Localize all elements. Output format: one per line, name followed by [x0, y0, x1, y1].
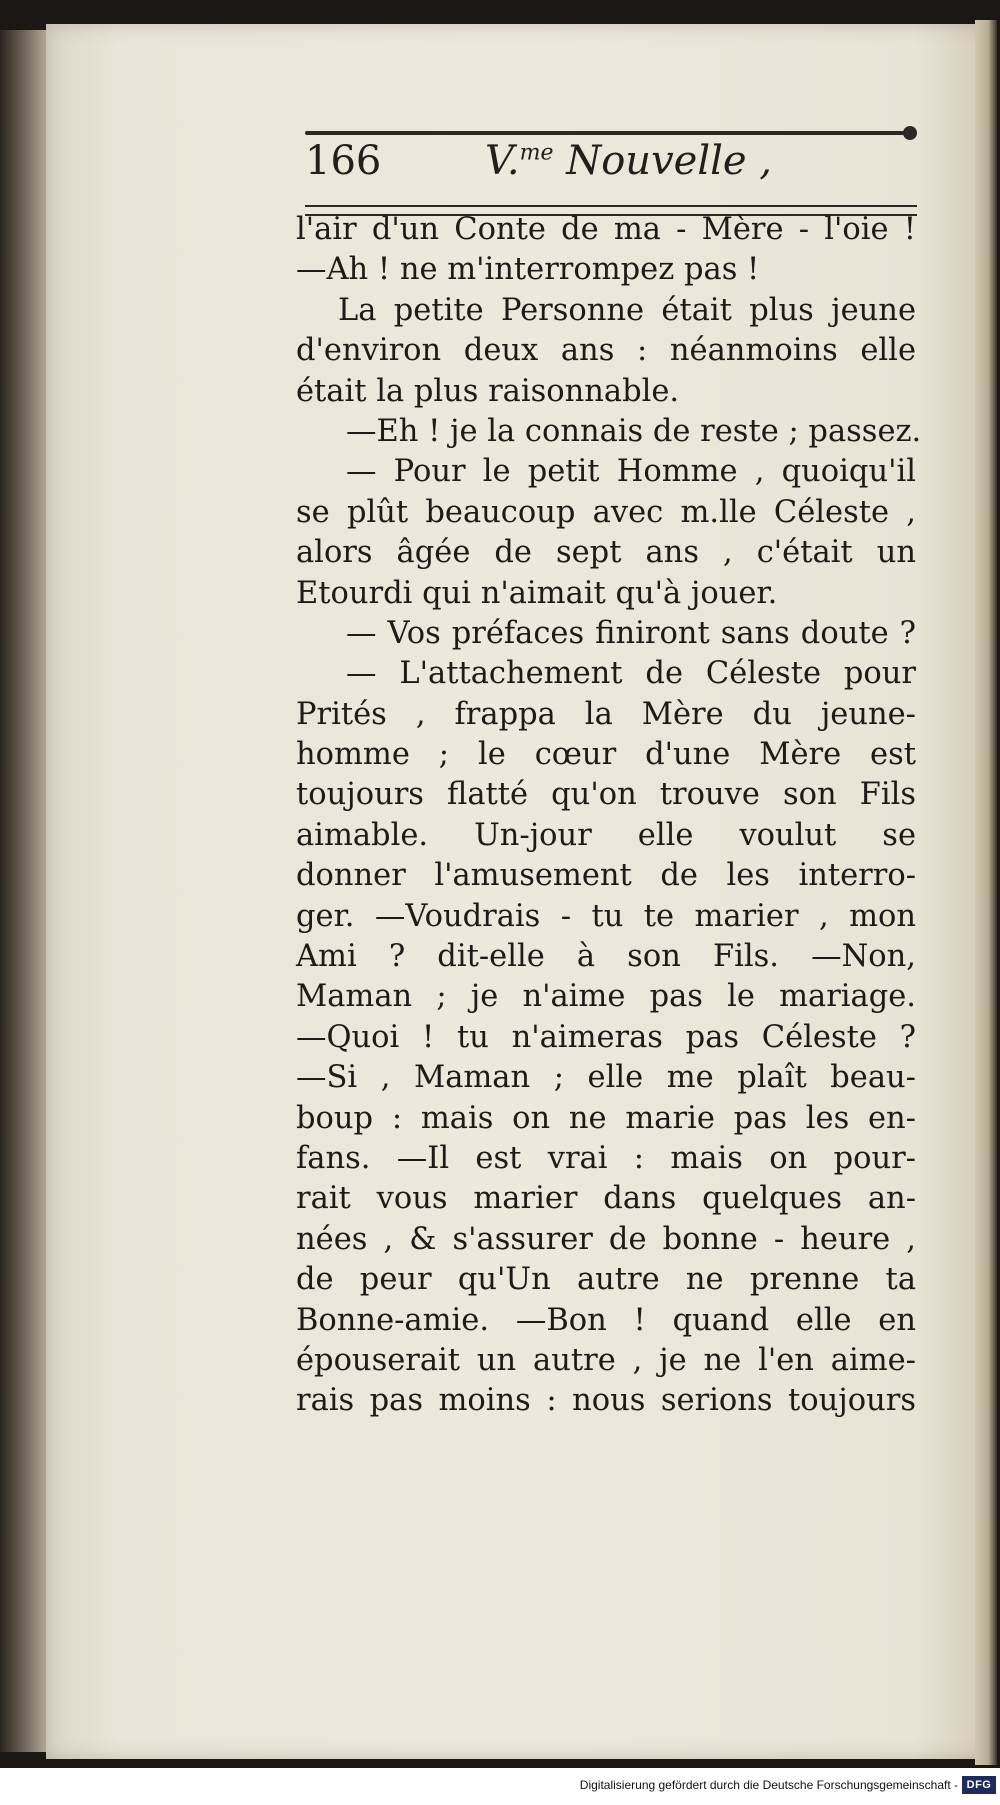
text-line: de peur qu'Un autre ne prenne ta — [296, 1262, 916, 1298]
text-line: épouserait un autre , je ne l'en aime- — [296, 1342, 916, 1378]
text-line: ger. —Voudrais - tu te marier , mon — [296, 898, 916, 934]
text-line: Maman ; je n'aime pas le mariage. — [296, 979, 916, 1015]
book-spine — [0, 30, 52, 1752]
text-line: —Ah ! ne m'interrompez pas ! — [296, 252, 760, 288]
text-line: —Eh ! je la connais de reste ; passez. — [346, 413, 922, 449]
title-word: Nouvelle , — [566, 138, 773, 184]
page-edge — [975, 20, 997, 1765]
text-line: Bonne-amie. —Bon ! quand elle en — [296, 1302, 916, 1338]
text-line: alors âgée de sept ans , c'était un — [296, 535, 916, 571]
text-line: La petite Personne était plus jeune — [338, 292, 916, 328]
text-line: — L'attachement de Céleste pour — [346, 656, 916, 692]
running-head — [305, 138, 915, 198]
text-line: boup : mais on ne marie pas les en- — [296, 1100, 916, 1136]
funding-credit: Digitalisierung gefördert durch die Deutsche Forschungsgemeinschaft - — [579, 1778, 958, 1792]
page-number: 166 — [305, 138, 382, 184]
text-line: Etourdi qui n'aimait qu'à jouer. — [296, 575, 778, 611]
running-title — [485, 138, 772, 184]
text-line: fans. —Il est vrai : mais on pour- — [296, 1140, 916, 1176]
footer-bar — [0, 1768, 1000, 1805]
text-line: était la plus raisonnable. — [296, 373, 680, 409]
text-line: d'environ deux ans : néanmoins elle — [296, 333, 916, 369]
text-line: nées , & s'assurer de bonne - heure , — [296, 1221, 916, 1257]
text-line: Prités , frappa la Mère du jeune- — [296, 696, 916, 732]
title-prefix: V. — [485, 138, 520, 184]
header-rule-top — [305, 131, 913, 135]
text-line: homme ; le cœur d'une Mère est — [296, 737, 916, 773]
title-superscript: me — [519, 140, 554, 166]
text-line: toujours flatté qu'on trouve son Fils — [296, 777, 916, 813]
text-line: se plût beaucoup avec m.lle Céleste , — [296, 494, 916, 530]
text-line: —Si , Maman ; elle me plaît beau- — [296, 1060, 916, 1096]
text-line: Ami ? dit-elle à son Fils. —Non, — [296, 939, 916, 975]
text-line: —Quoi ! tu n'aimeras pas Céleste ? — [296, 1019, 916, 1055]
text-line: donner l'amusement de les interro- — [296, 858, 916, 894]
text-line: — Vos préfaces finiront sans doute ? — [346, 615, 916, 651]
text-line: rait vous marier dans quelques an- — [296, 1181, 916, 1217]
text-line: rais pas moins : nous serions toujours — [296, 1383, 916, 1419]
text-line: aimable. Un-jour elle voulut se — [296, 817, 916, 853]
text-line: — Pour le petit Homme , quoiqu'il — [346, 454, 916, 490]
body-text — [296, 210, 922, 1422]
dfg-logo-icon: DFG — [962, 1776, 996, 1794]
text-line: l'air d'un Conte de ma - Mère - l'oie ! — [296, 212, 916, 247]
